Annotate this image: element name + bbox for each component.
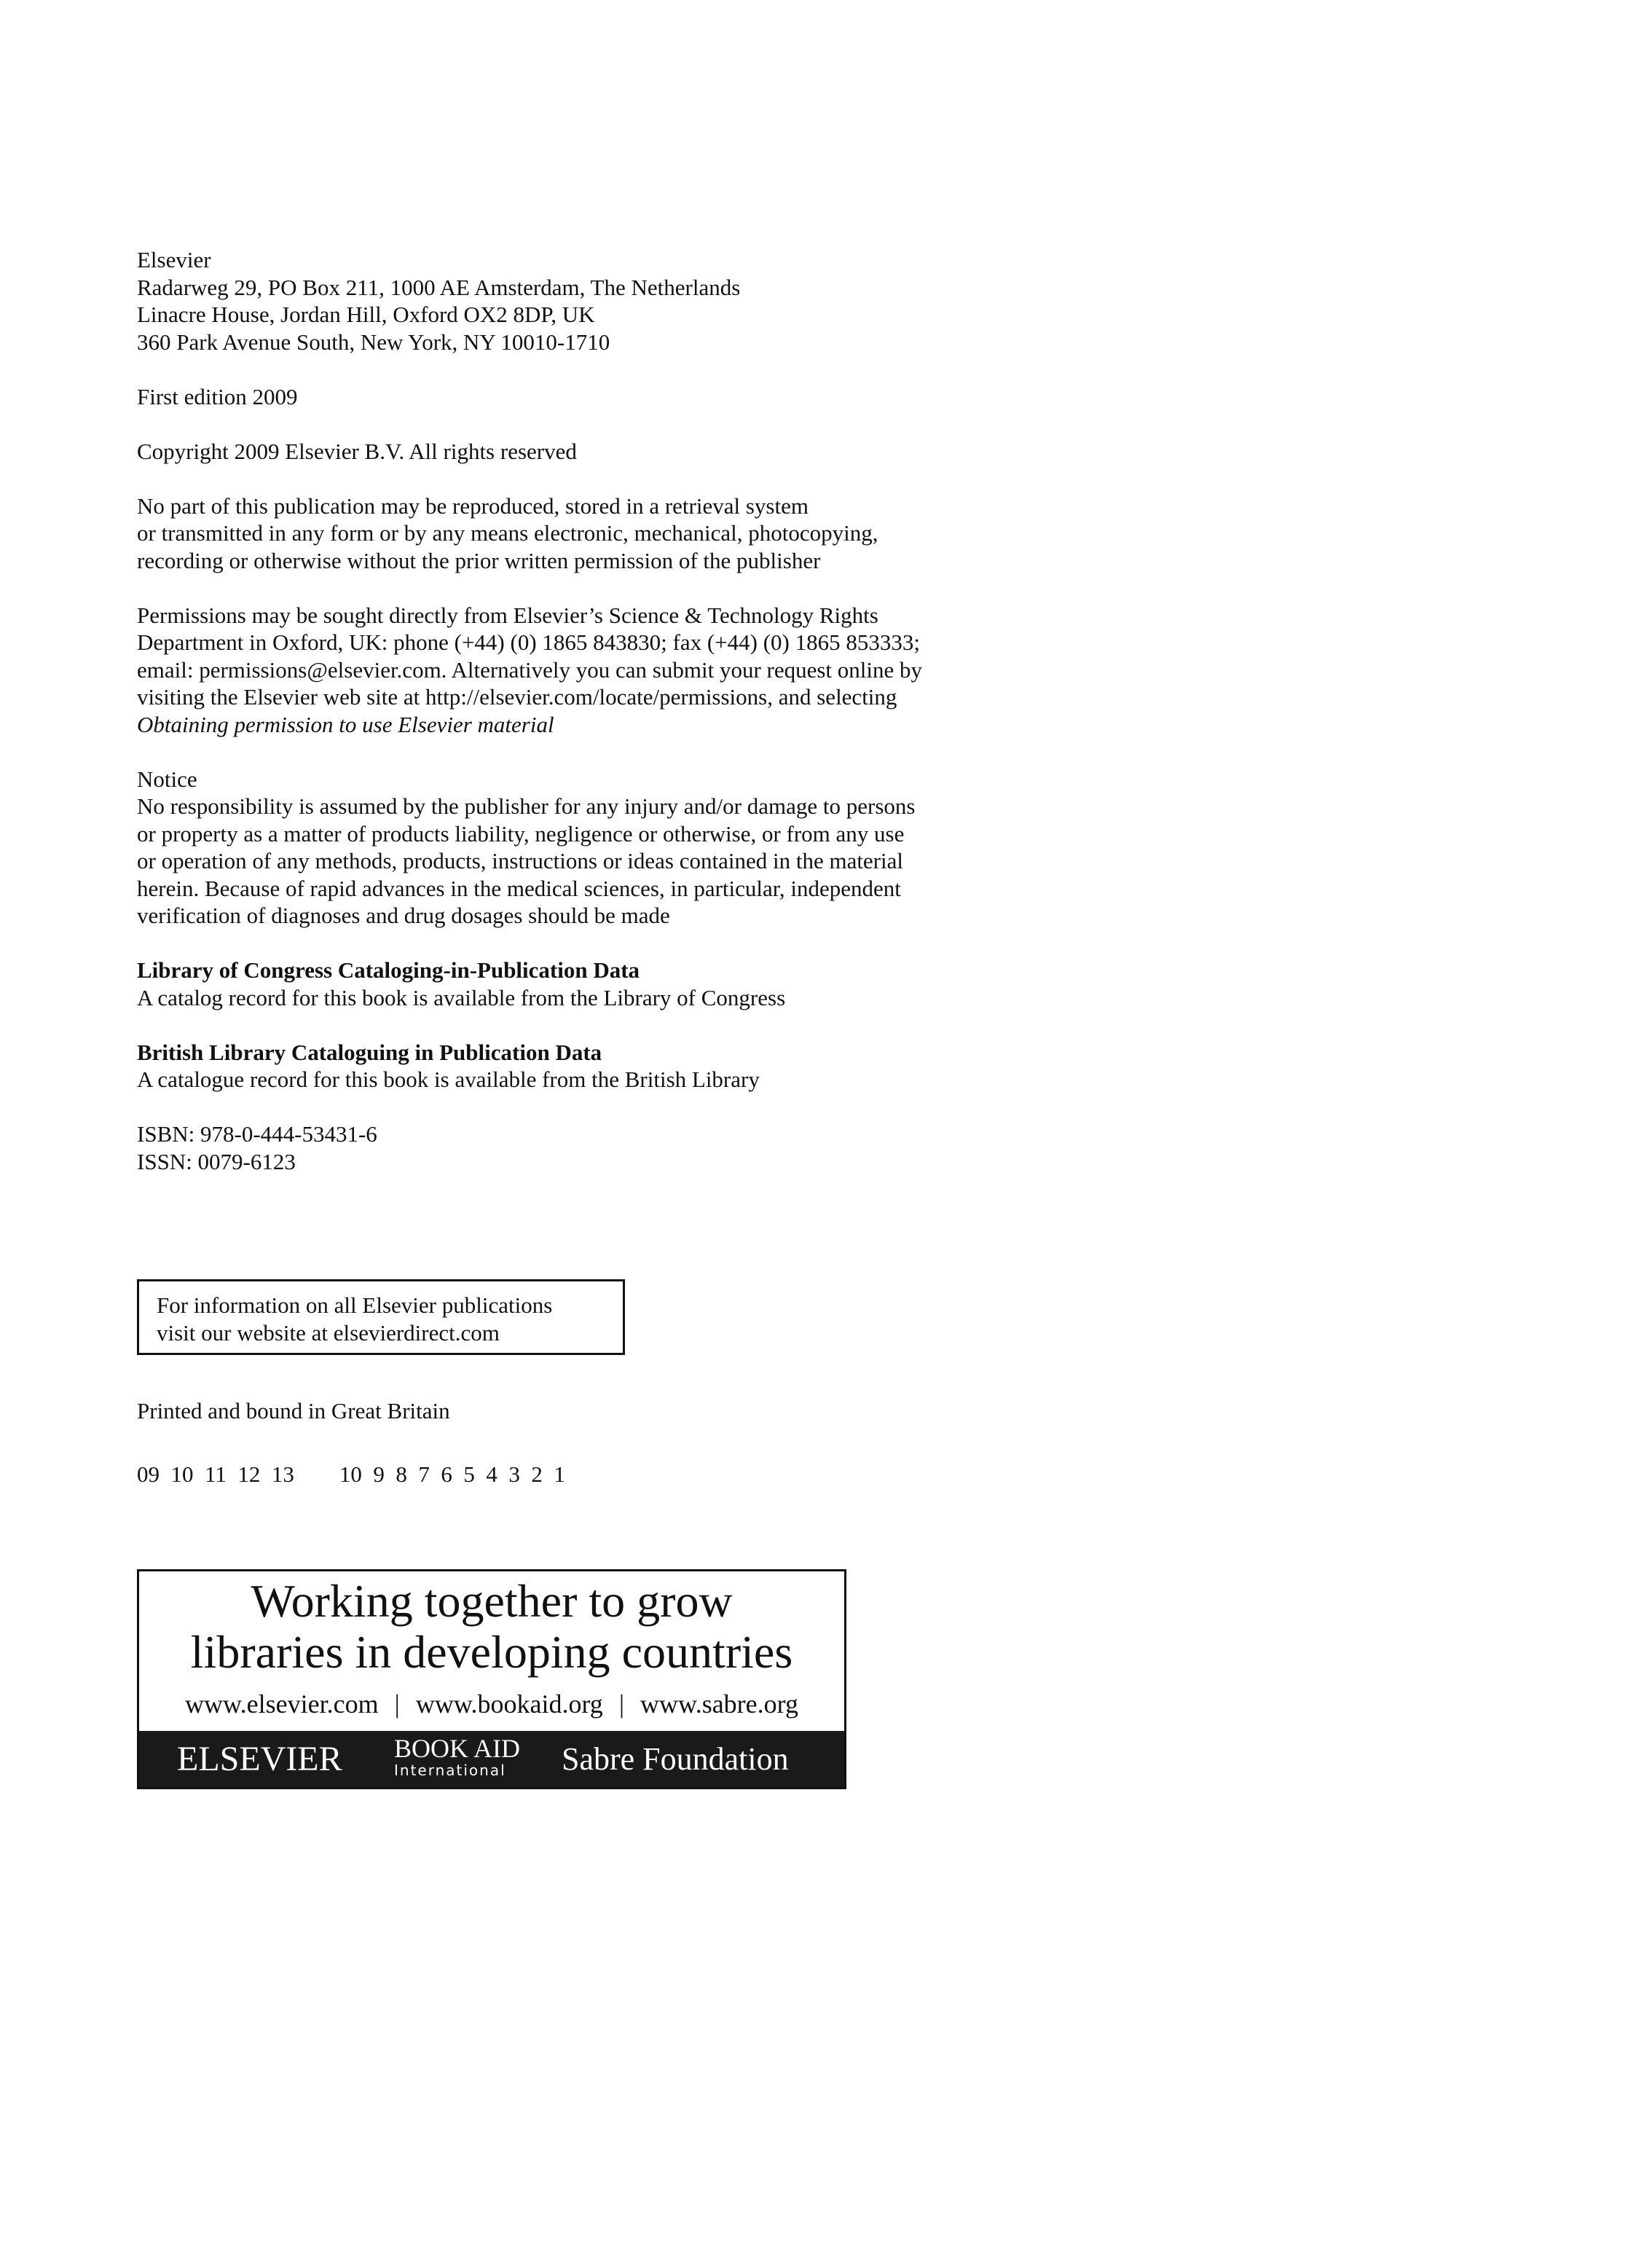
permissions-line: email: permissions@elsevier.com. Alternatively you can submit your request online by	[137, 656, 923, 683]
link-elsevier[interactable]: www.elsevier.com	[185, 1689, 379, 1719]
bl-block	[137, 1039, 1084, 1093]
notice-line: or property as a matter of products liability, negligence or otherwise, or from any use	[137, 820, 905, 847]
print-number-line: 09 10 11 12 13 10 9 8 7 6 5 4 3 2 1	[137, 1461, 565, 1487]
reproduction-line: or transmitted in any form or by any means electronic, mechanical, photocopying,	[137, 520, 878, 546]
bl-heading: British Library Cataloguing in Publication Data	[137, 1039, 602, 1065]
copyright-page-text	[137, 246, 1084, 1175]
loc-block	[137, 957, 1084, 1011]
permissions-line: Permissions may be sought directly from Elsevier’s Science & Technology Rights	[137, 602, 878, 628]
notice-heading: Notice	[137, 766, 197, 792]
banner-headline-line-2: libraries in developing countries	[190, 1626, 793, 1678]
sabre-logo: Sabre Foundation	[562, 1741, 789, 1777]
permissions-block	[137, 602, 1084, 739]
notice-line: verification of diagnoses and drug dosages should be made	[137, 903, 670, 928]
book-aid-banner	[137, 1569, 846, 1789]
address-oxford: Linacre House, Jordan Hill, Oxford OX2 8DP, UK	[137, 302, 595, 327]
notice-block	[137, 766, 1084, 930]
isbn: ISBN: 978-0-444-53431-6	[137, 1121, 377, 1147]
banner-logo-strip	[139, 1731, 844, 1787]
identifiers-block	[137, 1120, 1084, 1175]
publisher-name: Elsevier	[137, 247, 211, 272]
link-bookaid[interactable]: www.bookaid.org	[415, 1689, 603, 1719]
edition-line: First edition 2009	[137, 383, 298, 409]
copyright-line: Copyright 2009 Elsevier B.V. All rights reserved	[137, 438, 577, 464]
publisher-block	[137, 246, 1084, 356]
notice-line: or operation of any methods, products, instructions or ideas contained in the material	[137, 848, 904, 873]
permissions-italic-line: Obtaining permission to use Elsevier material	[137, 711, 554, 737]
link-separator: |	[394, 1689, 400, 1719]
info-box	[137, 1279, 625, 1355]
notice-line: No responsibility is assumed by the publisher for any injury and/or damage to persons	[137, 793, 916, 819]
reproduction-line: recording or otherwise without the prior written permission of the publisher	[137, 547, 821, 573]
bookaid-logo-sub: International	[394, 1762, 506, 1779]
permissions-line: Department in Oxford, UK: phone (+44) (0) 1865 843830; fax (+44) (0) 1865 853333;	[137, 629, 920, 655]
reproduction-notice	[137, 492, 1084, 575]
banner-links	[139, 1688, 844, 1720]
notice-line: herein. Because of rapid advances in the medical sciences, in particular, independent	[137, 875, 901, 901]
address-new-york: 360 Park Avenue South, New York, NY 10010-1710	[137, 329, 610, 355]
info-box-line: For information on all Elsevier publications	[157, 1292, 553, 1318]
permissions-line: visiting the Elsevier web site at http://elsevier.com/locate/permissions, and selecting	[137, 684, 897, 710]
address-amsterdam: Radarweg 29, PO Box 211, 1000 AE Amsterdam, The Netherlands	[137, 274, 741, 300]
loc-text: A catalog record for this book is available from the Library of Congress	[137, 984, 786, 1010]
banner-headline-line-1: Working together to grow	[251, 1575, 733, 1627]
bookaid-logo-main: BOOK AID	[394, 1734, 521, 1763]
bookaid-logo	[394, 1735, 520, 1779]
info-box-line: visit our website at elsevierdirect.com	[157, 1319, 500, 1346]
issn: ISSN: 0079-6123	[137, 1148, 296, 1174]
bl-text: A catalogue record for this book is available from the British Library	[137, 1067, 760, 1092]
loc-heading: Library of Congress Cataloging-in-Publication Data	[137, 957, 640, 983]
banner-headline	[139, 1576, 844, 1678]
reproduction-line: No part of this publication may be reproduced, stored in a retrieval system	[137, 492, 809, 519]
printed-line: Printed and bound in Great Britain	[137, 1398, 450, 1424]
link-separator: |	[618, 1689, 625, 1719]
elsevier-logo: ELSEVIER	[177, 1740, 342, 1778]
link-sabre[interactable]: www.sabre.org	[640, 1689, 798, 1719]
